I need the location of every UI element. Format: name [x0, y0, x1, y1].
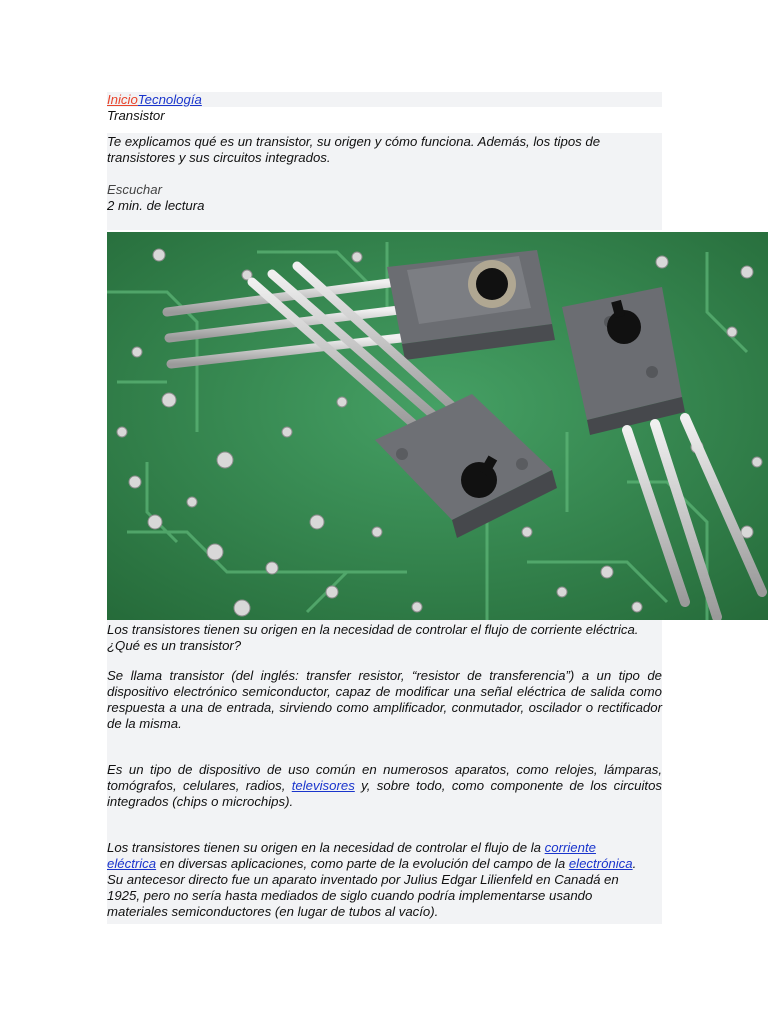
page-title: Transistor	[107, 108, 662, 124]
intro-text: Te explicamos qué es un transistor, su origen y cómo funciona. Además, los tipos de transistores y sus circuitos integrados.	[107, 134, 601, 165]
transistor-photo	[107, 232, 768, 620]
breadcrumb	[107, 92, 662, 107]
reading-time: 2 min. de lectura	[107, 198, 205, 213]
article-body	[107, 620, 662, 924]
paragraph-2-text-end: y, sobre todo, como componente de los circuitos integrados (chips o microchips).	[107, 778, 662, 809]
paragraph-1: Se llama transistor (del inglés: transfer resistor, “resistor de transferencia”) a un tipo de dispositivo electrónico semiconductor, capaz de modificar una señal eléctrica de salida como respuesta a una de entrada, sirviendo como amplificador, conmutador, oscilador o rectificador de la misma.	[107, 668, 662, 731]
intro-block	[107, 133, 662, 230]
paragraph-3-text-2: en diversas aplicaciones, como parte de la evolución del campo de la	[156, 856, 569, 871]
corriente-electrica-link[interactable]: corriente eléctrica	[107, 840, 596, 871]
paragraph-3-text-3: . Su antecesor directo fue un aparato inventado por Julius Edgar Lilienfeld en Canadá en 1925, pero no sería hasta mediados de siglo cuando podría implementarse usando materiales semiconductores (en lugar de tubos al vacío).	[107, 856, 637, 919]
electronica-link[interactable]: electrónica	[568, 856, 633, 871]
breadcrumb-home-link[interactable]: Inicio	[107, 92, 138, 107]
paragraph-2	[107, 762, 662, 810]
listen-button[interactable]: Escuchar	[107, 182, 162, 197]
image-caption: Los transistores tienen su origen en la necesidad de controlar el flujo de corriente eléctrica.	[107, 622, 639, 637]
section-heading: ¿Qué es un transistor?	[107, 638, 242, 653]
paragraph-2-text: Es un tipo de dispositivo de uso común en numerosos aparatos, como relojes, lámparas, tomógrafos, celulares, radios,	[107, 762, 662, 793]
paragraph-3-text: Los transistores tienen su origen en la necesidad de controlar el flujo de la	[107, 840, 545, 855]
televisores-link[interactable]: televisores	[291, 778, 355, 793]
breadcrumb-category-link[interactable]: Tecnología	[137, 92, 202, 107]
paragraph-3	[107, 840, 637, 920]
